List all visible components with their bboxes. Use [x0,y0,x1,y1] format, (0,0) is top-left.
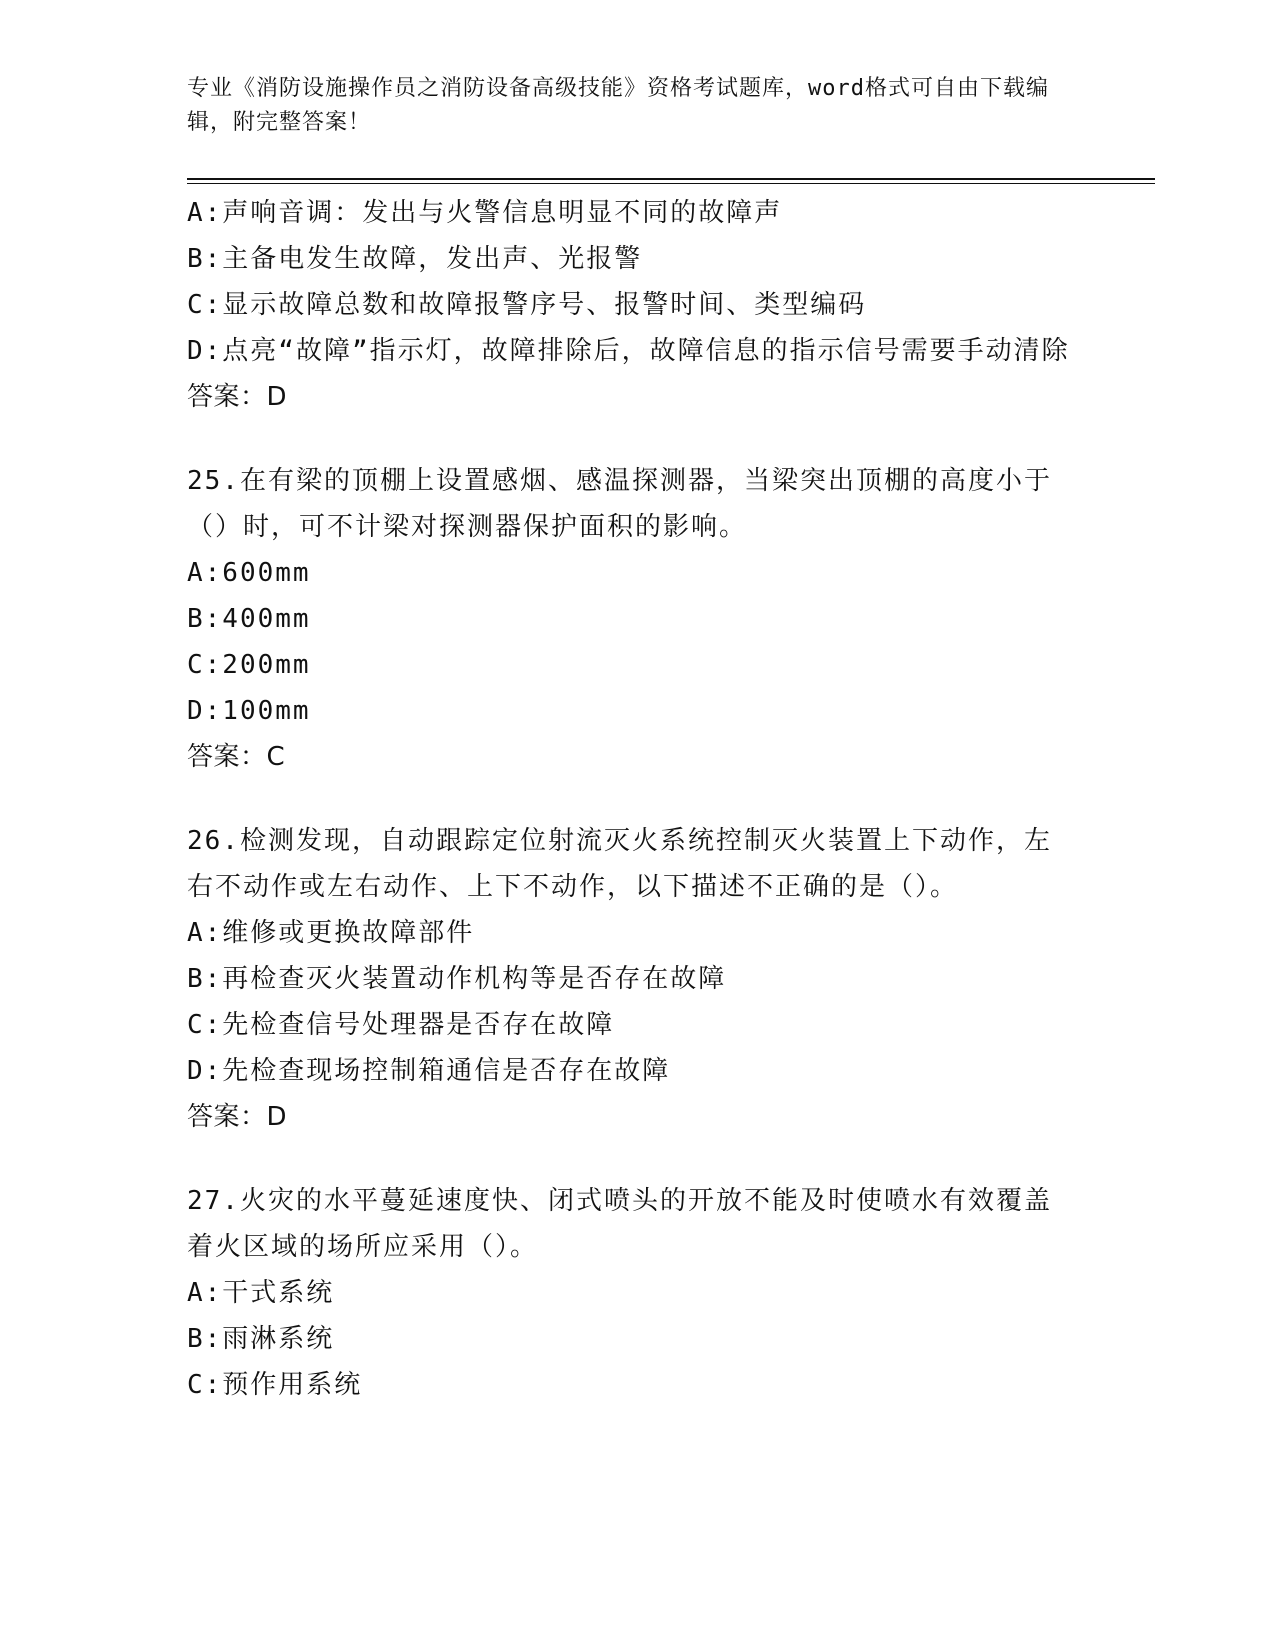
question-block-27 [187,1178,1077,1408]
question-block-26 [187,818,1077,1140]
option-a: A:600mm [187,558,311,588]
answer-line: 答案：D [187,1102,288,1132]
header-divider-thin [187,183,1155,184]
answer-line: 答案：D [187,382,288,412]
option-c: C:预作用系统 [187,1370,363,1400]
option-a: A:维修或更换故障部件 [187,918,475,948]
question-block-25 [187,458,1077,780]
option-b: B:再检查灭火装置动作机构等是否存在故障 [187,964,727,994]
option-b: B:雨淋系统 [187,1324,335,1354]
document-header: 专业《消防设施操作员之消防设备高级技能》资格考试题库，word格式可自由下载编辑，附完整答案！ [187,76,1049,135]
option-b: B:400mm [187,604,311,634]
question-text: 27.火灾的水平蔓延速度快、闭式喷头的开放不能及时使喷水有效覆盖着火区域的场所应采用（）。 [187,1186,1052,1262]
option-b: B:主备电发生故障，发出声、光报警 [187,244,643,274]
option-a: A:声响音调：发出与火警信息明显不同的故障声 [187,198,783,228]
header-divider [187,178,1155,180]
option-d: D:先检查现场控制箱通信是否存在故障 [187,1056,671,1086]
answer-line: 答案：C [187,742,286,772]
document-body [187,190,1077,1408]
question-text: 25.在有梁的顶棚上设置感烟、感温探测器，当梁突出顶棚的高度小于（）时，可不计梁对探测器保护面积的影响。 [187,466,1052,542]
question-block-24 [187,190,1077,420]
option-d: D:100mm [187,696,311,726]
option-d: D:点亮“故障”指示灯，故障排除后，故障信息的指示信号需要手动清除 [187,336,1070,366]
option-c: C:200mm [187,650,311,680]
option-c: C:显示故障总数和故障报警序号、报警时间、类型编码 [187,290,867,320]
question-text: 26.检测发现，自动跟踪定位射流灭火系统控制灭火装置上下动作，左右不动作或左右动作、上下不动作，以下描述不正确的是（）。 [187,826,1052,902]
option-a: A:干式系统 [187,1278,335,1308]
option-c: C:先检查信号处理器是否存在故障 [187,1010,615,1040]
